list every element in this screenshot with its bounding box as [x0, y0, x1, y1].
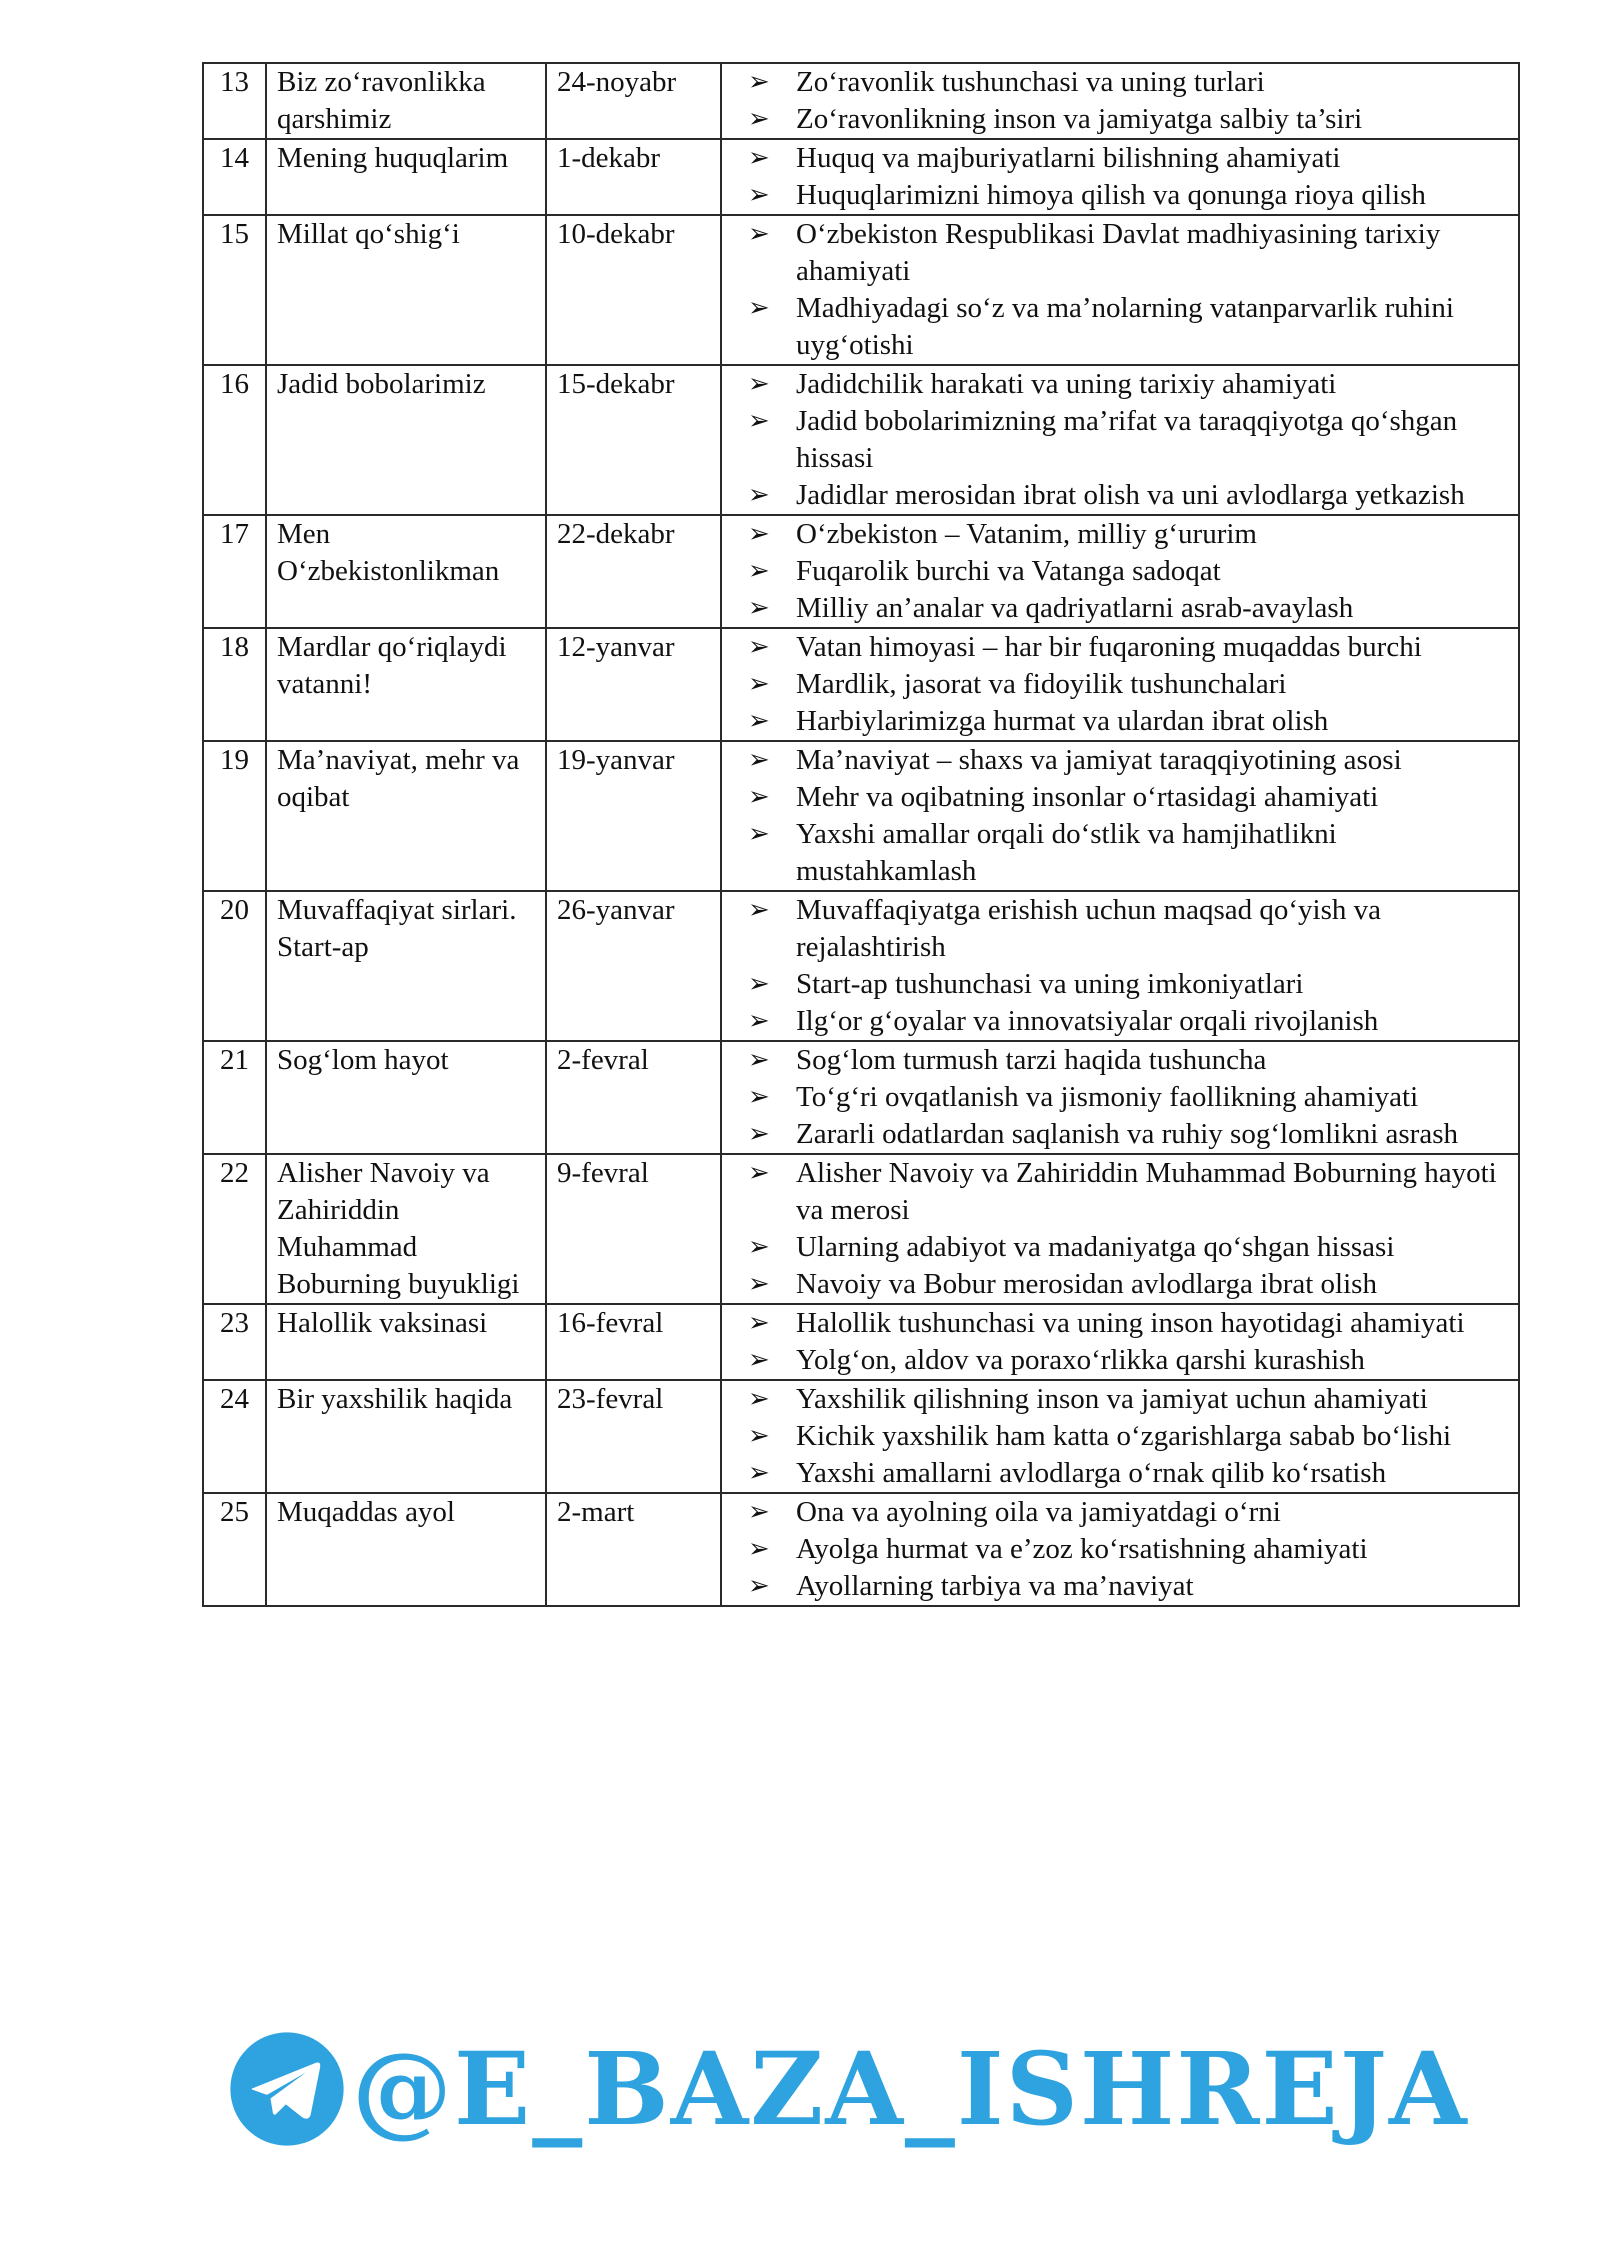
topic-points — [721, 1041, 1519, 1154]
topic-points — [721, 891, 1519, 1041]
list-item — [748, 216, 1508, 290]
arrow-bullet-icon: ➢ — [748, 519, 770, 549]
list-item — [748, 1531, 1508, 1568]
arrow-bullet-icon: ➢ — [748, 480, 770, 510]
arrow-bullet-icon: ➢ — [748, 293, 770, 323]
points-list — [732, 1381, 1508, 1492]
lesson-date: 12-yanvar — [546, 628, 721, 741]
points-list — [732, 140, 1508, 214]
lesson-date: 1-dekabr — [546, 139, 721, 215]
points-list — [732, 64, 1508, 138]
topic-points — [721, 628, 1519, 741]
arrow-bullet-icon: ➢ — [748, 180, 770, 210]
point-text: Ayolga hurmat va e’zoz ko‘rsatishning ahamiyati — [796, 1533, 1368, 1565]
topic-points — [721, 215, 1519, 365]
topic-title: Ma’naviyat, mehr va oqibat — [266, 741, 546, 891]
arrow-bullet-icon: ➢ — [748, 1006, 770, 1036]
lesson-date: 19-yanvar — [546, 741, 721, 891]
arrow-bullet-icon: ➢ — [748, 1045, 770, 1075]
point-text: Harbiylarimizga hurmat va ulardan ibrat olish — [796, 705, 1329, 737]
list-item — [748, 177, 1508, 214]
arrow-bullet-icon: ➢ — [748, 406, 770, 436]
topic-points — [721, 63, 1519, 139]
list-item — [748, 1342, 1508, 1379]
list-item — [748, 140, 1508, 177]
arrow-bullet-icon: ➢ — [748, 1082, 770, 1112]
arrow-bullet-icon: ➢ — [748, 1458, 770, 1488]
row-number: 18 — [203, 628, 266, 741]
list-item — [748, 1155, 1508, 1229]
topic-points — [721, 1154, 1519, 1304]
point-text: Muvaffaqiyatga erishish uchun maqsad qo‘yish va rejalashtirish — [796, 894, 1381, 963]
row-number: 13 — [203, 63, 266, 139]
points-list — [732, 366, 1508, 514]
list-item — [748, 703, 1508, 740]
lesson-date: 10-dekabr — [546, 215, 721, 365]
row-number: 19 — [203, 741, 266, 891]
list-item — [748, 590, 1508, 627]
topic-title: Jadid bobolarimiz — [266, 365, 546, 515]
points-list — [732, 629, 1508, 740]
lesson-date: 16-fevral — [546, 1304, 721, 1380]
row-number: 21 — [203, 1041, 266, 1154]
row-number: 22 — [203, 1154, 266, 1304]
points-list — [732, 1494, 1508, 1605]
points-list — [732, 742, 1508, 890]
list-item — [748, 1266, 1508, 1303]
list-item — [748, 666, 1508, 703]
point-text: Fuqarolik burchi va Vatanga sadoqat — [796, 555, 1221, 587]
row-number: 23 — [203, 1304, 266, 1380]
list-item — [748, 1494, 1508, 1531]
point-text: O‘zbekiston Respublikasi Davlat madhiyasining tarixiy ahamiyati — [796, 218, 1441, 287]
list-item — [748, 101, 1508, 138]
row-number: 25 — [203, 1493, 266, 1606]
topic-title: Alisher Navoiy va Zahiriddin Muhammad Boburning buyukligi — [266, 1154, 546, 1304]
topic-points — [721, 1304, 1519, 1380]
topic-title: Biz zo‘ravonlikka qarshimiz — [266, 63, 546, 139]
table-row — [203, 1380, 1519, 1493]
arrow-bullet-icon: ➢ — [748, 632, 770, 662]
point-text: O‘zbekiston – Vatanim, milliy g‘ururim — [796, 518, 1257, 550]
table-row — [203, 63, 1519, 139]
point-text: Madhiyadagi so‘z va ma’nolarning vatanparvarlik ruhini uyg‘otishi — [796, 292, 1454, 361]
point-text: Yaxshi amallarni avlodlarga o‘rnak qilib ko‘rsatish — [796, 1457, 1387, 1489]
list-item — [748, 553, 1508, 590]
arrow-bullet-icon: ➢ — [748, 143, 770, 173]
arrow-bullet-icon: ➢ — [748, 819, 770, 849]
point-text: Sog‘lom turmush tarzi haqida tushuncha — [796, 1044, 1267, 1076]
table-row — [203, 1304, 1519, 1380]
lesson-date: 15-dekabr — [546, 365, 721, 515]
points-list — [732, 216, 1508, 364]
table-row — [203, 628, 1519, 741]
point-text: Jadid bobolarimizning ma’rifat va taraqqiyotga qo‘shgan hissasi — [796, 405, 1458, 474]
point-text: Zararli odatlardan saqlanish va ruhiy sog‘lomlikni asrash — [796, 1118, 1458, 1150]
arrow-bullet-icon: ➢ — [748, 1158, 770, 1188]
points-list — [732, 892, 1508, 1040]
point-text: Jadidlar merosidan ibrat olish va uni avlodlarga yetkazish — [796, 479, 1465, 511]
point-text: Yaxshilik qilishning inson va jamiyat uchun ahamiyati — [796, 1383, 1428, 1415]
point-text: Jadidchilik harakati va uning tarixiy ahamiyati — [796, 368, 1337, 400]
arrow-bullet-icon: ➢ — [748, 1534, 770, 1564]
list-item — [748, 64, 1508, 101]
topic-title: Mardlar qo‘riqlaydi vatanni! — [266, 628, 546, 741]
table-row — [203, 215, 1519, 365]
arrow-bullet-icon: ➢ — [748, 593, 770, 623]
point-text: Ona va ayolning oila va jamiyatdagi o‘rni — [796, 1496, 1281, 1528]
topic-title: Halollik vaksinasi — [266, 1304, 546, 1380]
list-item — [748, 516, 1508, 553]
list-item — [748, 366, 1508, 403]
lesson-date: 2-mart — [546, 1493, 721, 1606]
list-item — [748, 477, 1508, 514]
table-row — [203, 1154, 1519, 1304]
point-text: To‘g‘ri ovqatlanish va jismoniy faollikning ahamiyati — [796, 1081, 1419, 1113]
point-text: Ma’naviyat – shaxs va jamiyat taraqqiyotining asosi — [796, 744, 1402, 776]
table-row — [203, 1041, 1519, 1154]
channel-handle: @E_BAZA_ISHREJA — [352, 2030, 1469, 2148]
arrow-bullet-icon: ➢ — [748, 669, 770, 699]
row-number: 16 — [203, 365, 266, 515]
list-item — [748, 1568, 1508, 1605]
arrow-bullet-icon: ➢ — [748, 1308, 770, 1338]
lesson-schedule-table — [202, 62, 1520, 1607]
list-item — [748, 1229, 1508, 1266]
points-list — [732, 1155, 1508, 1303]
table-body — [203, 63, 1519, 1606]
topic-points — [721, 1380, 1519, 1493]
point-text: Halollik tushunchasi va uning inson hayotidagi ahamiyati — [796, 1307, 1465, 1339]
lesson-date: 23-fevral — [546, 1380, 721, 1493]
table-row — [203, 891, 1519, 1041]
row-number: 20 — [203, 891, 266, 1041]
point-text: Vatan himoyasi – har bir fuqaroning muqaddas burchi — [796, 631, 1422, 663]
point-text: Zo‘ravonlik tushunchasi va uning turlari — [796, 66, 1265, 98]
topic-points — [721, 139, 1519, 215]
points-list — [732, 516, 1508, 627]
table-row — [203, 741, 1519, 891]
arrow-bullet-icon: ➢ — [748, 969, 770, 999]
point-text: Yolg‘on, aldov va poraxo‘rlikka qarshi kurashish — [796, 1344, 1365, 1376]
arrow-bullet-icon: ➢ — [748, 1497, 770, 1527]
arrow-bullet-icon: ➢ — [748, 556, 770, 586]
lesson-date: 24-noyabr — [546, 63, 721, 139]
arrow-bullet-icon: ➢ — [748, 782, 770, 812]
point-text: Kichik yaxshilik ham katta o‘zgarishlarga sabab bo‘lishi — [796, 1420, 1452, 1452]
row-number: 15 — [203, 215, 266, 365]
point-text: Ularning adabiyot va madaniyatga qo‘shgan hissasi — [796, 1231, 1395, 1263]
topic-title: Muqaddas ayol — [266, 1493, 546, 1606]
point-text: Milliy an’analar va qadriyatlarni asrab-avaylash — [796, 592, 1354, 624]
list-item — [748, 966, 1508, 1003]
arrow-bullet-icon: ➢ — [748, 1119, 770, 1149]
list-item — [748, 1079, 1508, 1116]
point-text: Alisher Navoiy va Zahiriddin Muhammad Boburning hayoti va merosi — [796, 1157, 1497, 1226]
points-list — [732, 1042, 1508, 1153]
point-text: Mehr va oqibatning insonlar o‘rtasidagi ahamiyati — [796, 781, 1379, 813]
arrow-bullet-icon: ➢ — [748, 895, 770, 925]
list-item — [748, 1003, 1508, 1040]
arrow-bullet-icon: ➢ — [748, 1421, 770, 1451]
row-number: 24 — [203, 1380, 266, 1493]
telegram-watermark — [228, 2030, 1469, 2148]
table-row — [203, 515, 1519, 628]
row-number: 14 — [203, 139, 266, 215]
arrow-bullet-icon: ➢ — [748, 745, 770, 775]
list-item — [748, 816, 1508, 890]
arrow-bullet-icon: ➢ — [748, 104, 770, 134]
list-item — [748, 1305, 1508, 1342]
topic-title: Men O‘zbekistonlikman — [266, 515, 546, 628]
point-text: Yaxshi amallar orqali do‘stlik va hamjihatlikni mustahkamlash — [796, 818, 1337, 887]
list-item — [748, 892, 1508, 966]
lesson-date: 2-fevral — [546, 1041, 721, 1154]
topic-points — [721, 741, 1519, 891]
topic-title: Sog‘lom hayot — [266, 1041, 546, 1154]
topic-points — [721, 1493, 1519, 1606]
list-item — [748, 290, 1508, 364]
list-item — [748, 742, 1508, 779]
list-item — [748, 1042, 1508, 1079]
list-item — [748, 779, 1508, 816]
arrow-bullet-icon: ➢ — [748, 1232, 770, 1262]
point-text: Mardlik, jasorat va fidoyilik tushunchalari — [796, 668, 1287, 700]
topic-title: Muvaffaqiyat sirlari. Start-ap — [266, 891, 546, 1041]
list-item — [748, 403, 1508, 477]
topic-title: Mening huquqlarim — [266, 139, 546, 215]
arrow-bullet-icon: ➢ — [748, 1345, 770, 1375]
arrow-bullet-icon: ➢ — [748, 219, 770, 249]
lesson-date: 26-yanvar — [546, 891, 721, 1041]
lesson-date: 9-fevral — [546, 1154, 721, 1304]
list-item — [748, 1116, 1508, 1153]
arrow-bullet-icon: ➢ — [748, 1384, 770, 1414]
points-list — [732, 1305, 1508, 1379]
list-item — [748, 1418, 1508, 1455]
point-text: Huquq va majburiyatlarni bilishning ahamiyati — [796, 142, 1341, 174]
topic-title: Millat qo‘shig‘i — [266, 215, 546, 365]
point-text: Huquqlarimizni himoya qilish va qonunga rioya qilish — [796, 179, 1426, 211]
point-text: Start-ap tushunchasi va uning imkoniyatlari — [796, 968, 1304, 1000]
topic-points — [721, 365, 1519, 515]
topic-points — [721, 515, 1519, 628]
point-text: Zo‘ravonlikning inson va jamiyatga salbiy ta’siri — [796, 103, 1363, 135]
arrow-bullet-icon: ➢ — [748, 67, 770, 97]
table-row — [203, 365, 1519, 515]
lesson-date: 22-dekabr — [546, 515, 721, 628]
point-text: Navoiy va Bobur merosidan avlodlarga ibrat olish — [796, 1268, 1377, 1300]
row-number: 17 — [203, 515, 266, 628]
table-row — [203, 139, 1519, 215]
arrow-bullet-icon: ➢ — [748, 1269, 770, 1299]
point-text: Ilg‘or g‘oyalar va innovatsiyalar orqali rivojlanish — [796, 1005, 1379, 1037]
topic-title: Bir yaxshilik haqida — [266, 1380, 546, 1493]
telegram-icon — [228, 2030, 346, 2148]
list-item — [748, 1381, 1508, 1418]
table-row — [203, 1493, 1519, 1606]
arrow-bullet-icon: ➢ — [748, 369, 770, 399]
list-item — [748, 629, 1508, 666]
point-text: Ayollarning tarbiya va ma’naviyat — [796, 1570, 1194, 1602]
list-item — [748, 1455, 1508, 1492]
arrow-bullet-icon: ➢ — [748, 1571, 770, 1601]
arrow-bullet-icon: ➢ — [748, 706, 770, 736]
